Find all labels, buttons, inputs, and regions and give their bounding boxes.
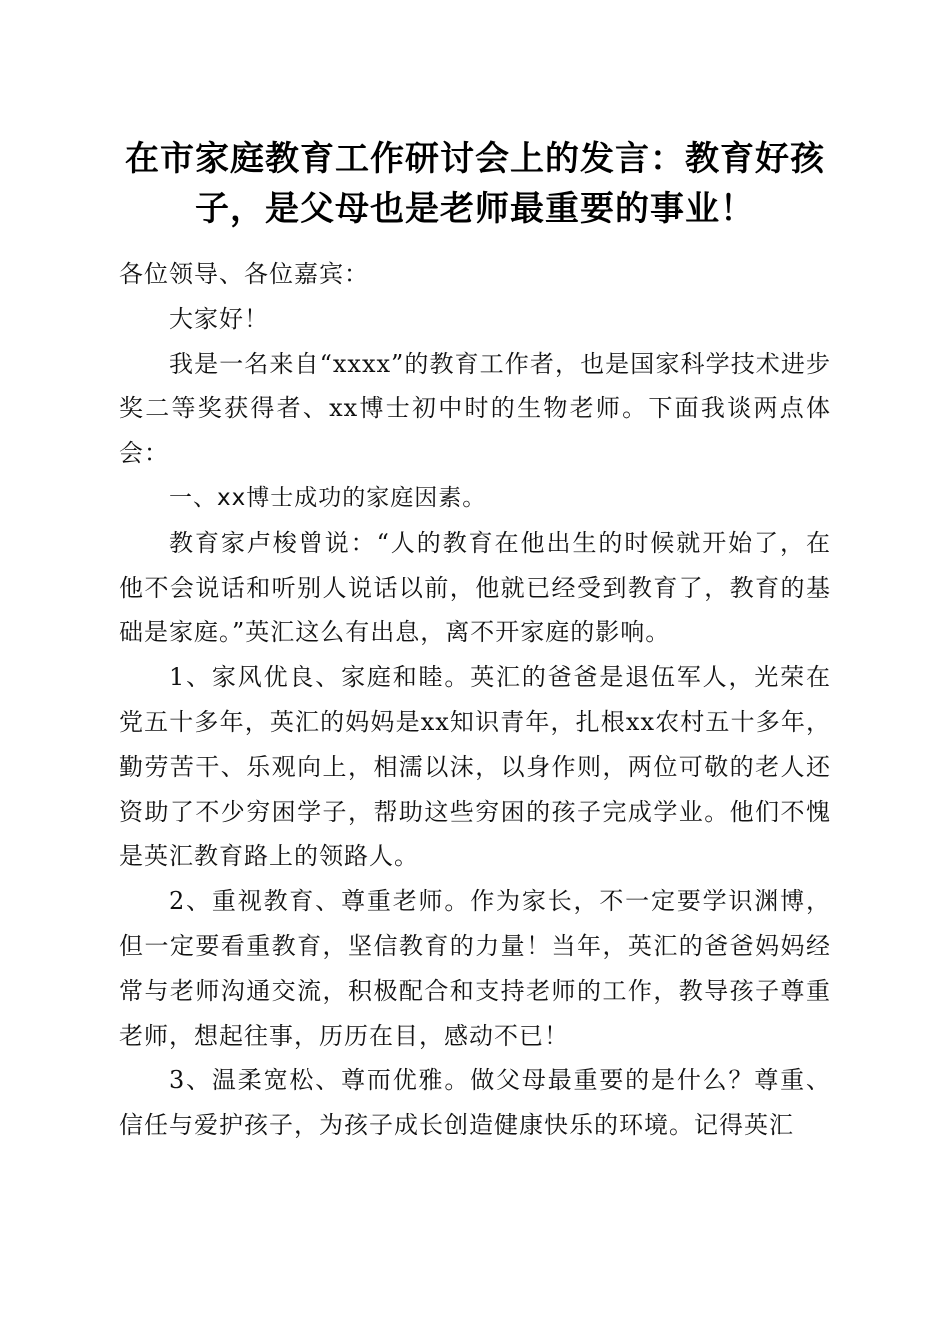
document-title: 在市家庭教育工作研讨会上的发言：教育好孩子，是父母也是老师最重要的事业！ (125, 139, 825, 229)
point-paragraph-1: 1、家风优良、家庭和睦。英汇的爸爸是退伍军人，光荣在党五十多年，英汇的妈妈是xx知识青年，扎根xx农村五十多年，勤劳苦干、乐观向上，相濡以沫，以身作则，两位可敬的老人还资助了不少穷困学子，帮助这些穷困的孩子完成学业。他们不愧是英汇教育路上的领路人。 (119, 663, 831, 871)
point-paragraph-3: 3、温柔宽松、尊而优雅。做父母最重要的是什么？尊重、信任与爱护孩子，为孩子成长创造健康快乐的环境。记得英汇 (119, 1066, 831, 1140)
document-body (119, 252, 831, 1148)
point-paragraph-2: 2、重视教育、尊重老师。作为家长，不一定要学识渊博，但一定要看重教育，坚信教育的力量！当年，英汇的爸爸妈妈经常与老师沟通交流，积极配合和支持老师的工作，教导孩子尊重老师，想起往事，历历在目，感动不已！ (119, 887, 831, 1050)
section-heading: 一、xx博士成功的家庭因素。 (169, 484, 487, 511)
intro-paragraph: 我是一名来自“xxxx”的教育工作者，也是国家科学技术进步奖二等奖获得者、xx博士初中时的生物老师。下面我谈两点体会： (119, 349, 831, 468)
quote-paragraph: 教育家卢梭曾说：“人的教育在他出生的时候就开始了，在他不会说话和听别人说话以前，他就已经受到教育了，教育的基础是家庭。”英汇这么有出息，离不开家庭的影响。 (119, 528, 831, 647)
greeting: 大家好！ (169, 304, 269, 333)
salutation: 各位领导、各位嘉宾： (119, 260, 369, 288)
